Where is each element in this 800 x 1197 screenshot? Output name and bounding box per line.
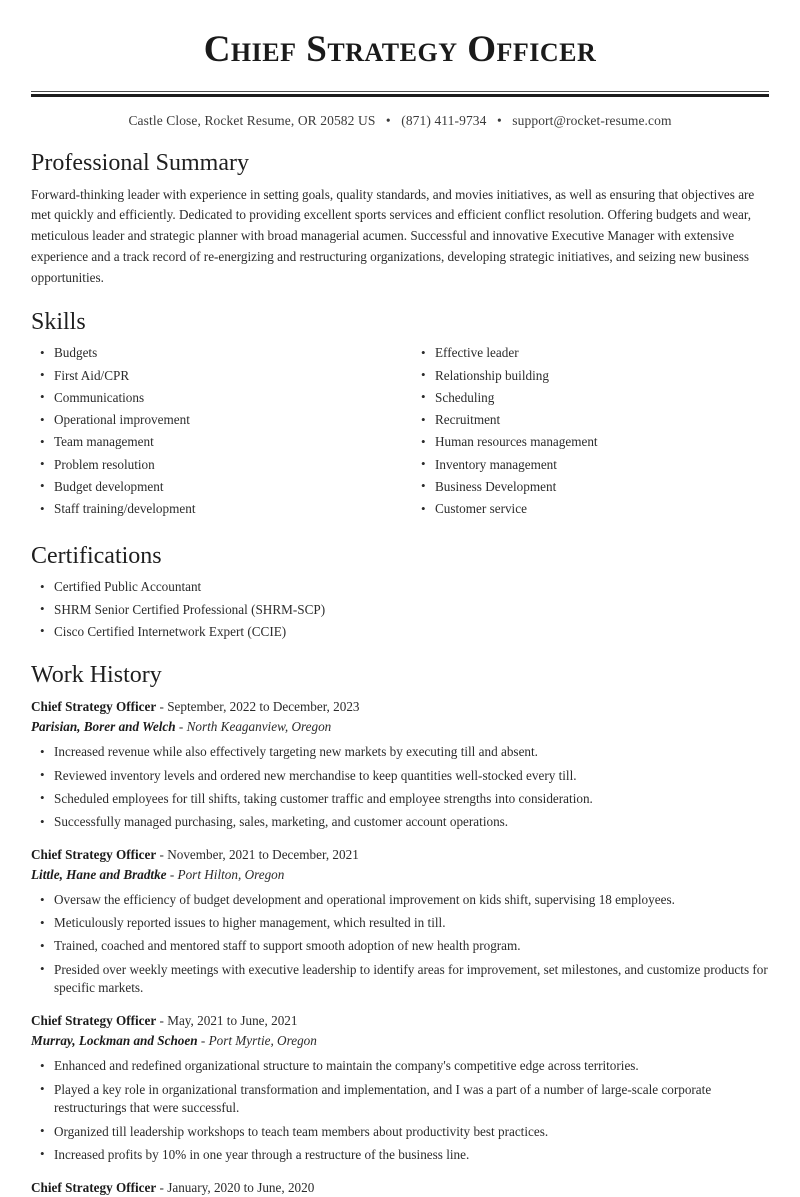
section-title-work-history: Work History: [31, 662, 162, 689]
list-item: • First Aid/CPR: [31, 367, 400, 385]
job-dates: - November, 2021 to December, 2021: [159, 846, 359, 862]
work-history-entry: [31, 1011, 769, 1164]
job-subheading: [31, 865, 769, 884]
list-item: • Enhanced and redefined organizational structure to maintain the company's competitive edge across territories.: [31, 1057, 769, 1076]
list-item: • Played a key role in organizational transformation and implementation, and I was a part of a number of large-scale corporate restructurings that were successful.: [31, 1081, 769, 1118]
section-skills: [31, 307, 769, 522]
list-item: • Problem resolution: [31, 456, 400, 474]
list-item: • Scheduled employees for till shifts, taking customer traffic and employee strengths into consideration.: [31, 790, 769, 809]
contact-separator-2: •: [496, 112, 502, 128]
job-location: - Port Myrtie, Oregon: [200, 1033, 317, 1049]
list-item: • Operational improvement: [31, 411, 400, 429]
work-history-entry: [31, 845, 769, 998]
job-dates: - May, 2021 to June, 2021: [159, 1013, 298, 1029]
list-item: • Customer service: [412, 500, 769, 518]
section-certifications: [31, 541, 769, 641]
divider-rule-thick: [31, 94, 769, 97]
list-item: • Inventory management: [412, 456, 769, 474]
list-item: • Successfully managed purchasing, sales, marketing, and customer account operations.: [31, 813, 769, 832]
job-subheading: [31, 717, 769, 736]
skills-column-left: [31, 344, 400, 522]
job-dates: - September, 2022 to December, 2023: [159, 699, 360, 715]
job-company: Murray, Lockman and Schoen: [31, 1033, 198, 1049]
certifications-list: [31, 578, 769, 641]
job-subheading: [31, 1031, 769, 1050]
list-item: • Meticulously reported issues to higher management, which resulted in till.: [31, 914, 769, 933]
list-item: • Increased profits by 10% in one year through a restructure of the business line.: [31, 1146, 769, 1165]
list-item: • Relationship building: [412, 367, 769, 385]
job-heading: [31, 845, 769, 864]
list-item: • Team management: [31, 433, 400, 451]
header-divider: [31, 91, 769, 97]
work-history-entry: [31, 1178, 769, 1197]
job-location: - Port Hilton, Oregon: [169, 866, 285, 882]
skills-list-right: [412, 344, 769, 518]
section-title-certifications: Certifications: [31, 543, 162, 570]
list-item: • Budget development: [31, 478, 400, 496]
section-work-history: [31, 660, 769, 1197]
job-company: Parisian, Borer and Welch: [31, 719, 176, 735]
job-location: - North Keaganview, Oregon: [178, 719, 332, 735]
skills-columns: [31, 344, 769, 522]
job-bullets: [31, 743, 769, 831]
contact-separator-1: •: [385, 112, 391, 128]
list-item: • Effective leader: [412, 344, 769, 362]
list-item: • Scheduling: [412, 389, 769, 407]
list-item: • Cisco Certified Internetwork Expert (CCIE): [31, 623, 769, 641]
job-title: Chief Strategy Officer: [31, 1013, 157, 1029]
job-dates: - January, 2020 to June, 2020: [159, 1179, 315, 1195]
job-bullets: [31, 1057, 769, 1164]
contact-line: [31, 113, 769, 129]
job-heading: [31, 697, 769, 716]
section-title-summary: Professional Summary: [31, 149, 249, 176]
list-item: • Communications: [31, 389, 400, 407]
summary-paragraph: Forward-thinking leader with experience in setting goals, quality standards, and movies initiatives, as well as ensuring that objectives are met quickly and efficiently. Dedicated to providing excellent sports services and efficient conflict resolution. Offering budgets and wear, meticulous leader and strategic planner with broad managerial acumen. Successful and innovative Executive Manager with extensive experience and a track record of re-energizing and restructuring organizations, developing strategic initiatives, and seizing new business opportunities.: [31, 186, 755, 285]
list-item: • Certified Public Accountant: [31, 578, 769, 596]
list-item: • Increased revenue while also effectively targeting new markets by executing till and absent.: [31, 743, 769, 762]
job-title: Chief Strategy Officer: [31, 846, 157, 862]
list-item: • Reviewed inventory levels and ordered new merchandise to keep quantities well-stocked every till.: [31, 767, 769, 786]
list-item: • Staff training/development: [31, 500, 400, 518]
job-heading: [31, 1011, 769, 1030]
contact-phone: (871) 411-9734: [401, 112, 487, 128]
job-title: Chief Strategy Officer: [31, 699, 157, 715]
job-company: Little, Hane and Bradtke: [31, 866, 167, 882]
work-history-entry: [31, 697, 769, 832]
list-item: • Presided over weekly meetings with executive leadership to identify areas for improvement, set milestones, and customize products for specific markets.: [31, 961, 769, 998]
job-title: Chief Strategy Officer: [31, 1179, 157, 1195]
list-item: • Budgets: [31, 344, 400, 362]
skills-column-right: [400, 344, 769, 522]
list-item: • SHRM Senior Certified Professional (SHRM-SCP): [31, 601, 769, 619]
section-professional-summary: [31, 148, 769, 289]
list-item: • Organized till leadership workshops to teach team members about productivity best practices.: [31, 1123, 769, 1142]
skills-list-left: [31, 344, 400, 518]
list-item: • Recruitment: [412, 411, 769, 429]
contact-email: support@rocket-resume.com: [512, 112, 672, 128]
job-heading: [31, 1178, 769, 1197]
job-bullets: [31, 891, 769, 998]
page-title: Chief Strategy Officer: [203, 29, 597, 70]
list-item: • Human resources management: [412, 433, 769, 451]
list-item: • Business Development: [412, 478, 769, 496]
contact-address: Castle Close, Rocket Resume, OR 20582 US: [128, 112, 376, 128]
section-title-skills: Skills: [31, 309, 86, 336]
list-item: • Trained, coached and mentored staff to support smooth adoption of new health program.: [31, 937, 769, 956]
list-item: • Oversaw the efficiency of budget development and operational improvement on kids shift, supervising 18 employees.: [31, 891, 769, 910]
